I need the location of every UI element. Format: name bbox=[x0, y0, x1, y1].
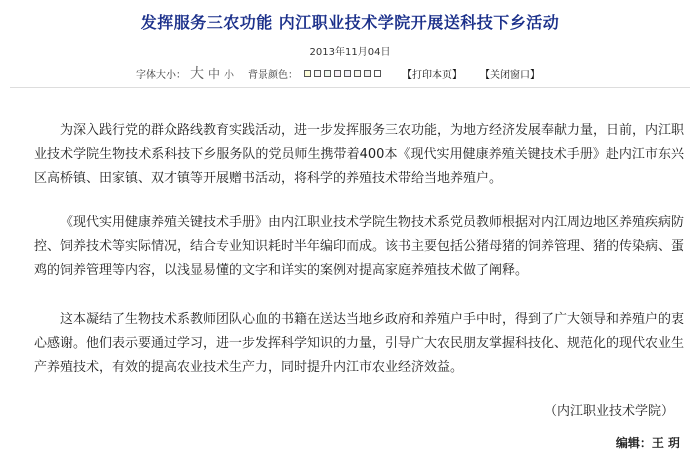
article-paragraph: 为深入践行党的群众路线教育实践活动，进一步发挥服务三农功能，为地方经济发展奉献力量，日前，内江职业技术学院生物技术系科技下乡服务队的党员师生携带着400本《现代实用健康养殖关键技术手册》赴内江市东兴区高桥镇、田家镇、双才镇等开展赠书活动，将科学的养殖技术带给当地养殖户。 bbox=[34, 123, 685, 186]
article-source: （内江职业技术学院） bbox=[543, 404, 674, 419]
bg-color-swatch[interactable] bbox=[344, 70, 351, 77]
article-title: 发挥服务三农功能 内江职业技术学院开展送科技下乡活动 bbox=[140, 13, 560, 32]
article-toolbar bbox=[136, 63, 540, 83]
bg-color-swatch[interactable] bbox=[324, 70, 331, 77]
bg-color-swatch[interactable] bbox=[364, 70, 371, 77]
bg-color-label: 背景颜色： bbox=[248, 69, 299, 81]
print-page-button[interactable]: 【打印本页】 bbox=[402, 69, 463, 81]
bg-color-swatches bbox=[304, 70, 384, 77]
font-size-label: 字体大小： bbox=[136, 69, 186, 81]
font-large-button[interactable]: 大 bbox=[190, 66, 204, 82]
article-paragraph: 这本凝结了生物技术系教师团队心血的书籍在送达当地乡政府和养殖户手中时，得到了广大领导和养殖户的衷心感谢。他们表示要通过学习，进一步发挥科学知识的力量，引导广大农民朋友掌握科技化、规范化的现代农业生产养殖技术，有效的提高农业技术生产力，同时提升内江市农业经济效益。 bbox=[34, 312, 685, 375]
header-divider bbox=[10, 87, 690, 88]
font-small-button[interactable]: 小 bbox=[224, 69, 235, 81]
bg-color-swatch[interactable] bbox=[314, 70, 321, 77]
bg-color-swatch[interactable] bbox=[354, 70, 361, 77]
close-window-button[interactable]: 【关闭窗口】 bbox=[480, 69, 541, 81]
bg-color-swatch[interactable] bbox=[374, 70, 381, 77]
article-editor: 编辑：王 玥 bbox=[615, 436, 680, 450]
bg-color-swatch[interactable] bbox=[304, 70, 311, 77]
publish-date: 2013年11月04日 bbox=[309, 47, 391, 58]
bg-color-swatch[interactable] bbox=[334, 70, 341, 77]
article-paragraph: 《现代实用健康养殖关键技术手册》由内江职业技术学院生物技术系党员教师根据对内江周边地区养殖疾病防控、饲养技术等实际情况，结合专业知识耗时半年编印而成。该书主要包括公猪母猪的饲养管理、猪的传染病、蛋鸡的饲养管理等内容，以浅显易懂的文字和详实的案例对提高家庭养殖技术做了阐释。 bbox=[34, 215, 685, 278]
font-medium-button[interactable]: 中 bbox=[208, 66, 221, 81]
